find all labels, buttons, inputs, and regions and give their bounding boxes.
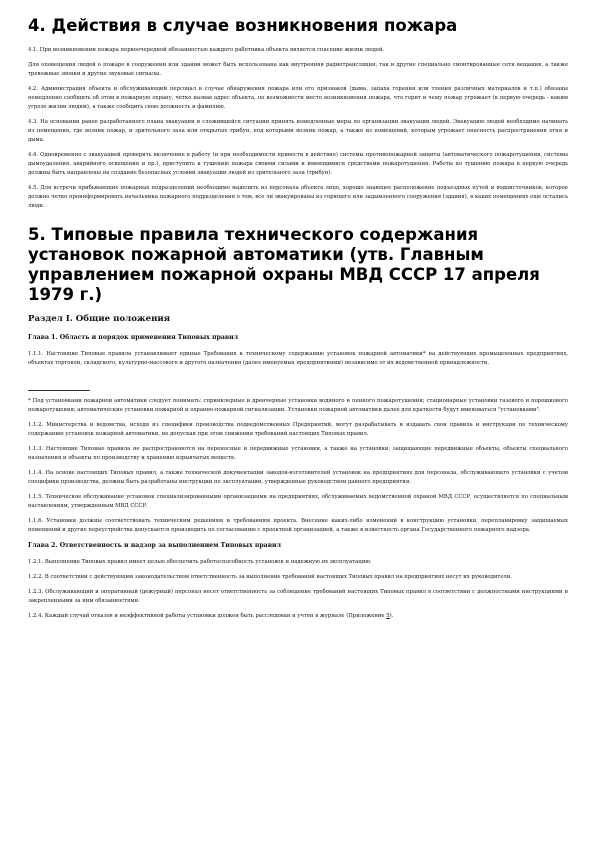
chapter1-body [28,350,568,368]
paragraph-text: 1.2.4. Каждый случай отказов и неэффективной работы установки должен быть расследован и учтен в журнале (Приложение [28,613,387,619]
section4-paragraph: 4.4. Одновременно с эвакуацией проверить включение в работу (и при необходимости привести в действие) системы противопожарной защиты (автоматического пожаротушения, системы дымоудаления, аварийного освещения и пр.), приступить к тушению пожара своими силами и имеющимися средствами пожаротушения. Работы по тушению пожара в первую очередь должны быть направлены на создание безопасных условий эвакуации людей из зрительного зала (трибун). [28,152,568,176]
section5-heading: 5. Типовые правила технического содержания установок пожарной автоматики (утв. Главным управлением пожарной охраны МВД СССР 17 апреля 1979 г.) [28,225,540,304]
footnote: * Под установками пожарной автоматики следует понимать: спринклерные и дренчерные установки водяного и пенного пожаротушения; стационарные установки газового и порошкового пожаротушения; автоматические установки пожарной и охранно-пожарной сигнализации. Установки пожарной автоматики далее для краткости будут именоваться "установками". [28,398,568,413]
section4-paragraph: 4.3. На основании ранее разработанного плана эвакуации и сложившейся ситуации принять немедленные меры по организации эвакуации людей. Эвакуацию людей необходимо начинать из помещения, где возник пожар, и зрительного зала или открытых трибун, под которыми возник пожар, а также из помещений, которым угрожает опасность распространения огня и дыма. [28,119,568,143]
chapter1-body-continued [28,421,568,535]
appendix-link[interactable]: 5 [386,613,390,619]
section4-paragraph: 4.1. При возникновении пожара первоочередной обязанностью каждого работника объекта является спасение жизни людей. [28,47,385,53]
chapter1-paragraph: 1.1.3. Настоящие Типовые правила не распространяются на переносные и передвижные установки, а также на установки, защищающие передвижные объекты, объекты специального назначения и объекты по производству и хранению взрывчатых веществ. [28,446,568,461]
chapter1-paragraph: 1.1.5. Техническое обслуживание установок специализированными организациями на предприятиях, обслуживаемых ведомственной охраной МВД СССР, осуществляется по специальным наставлениям, утвержденным МВД СССР. [28,494,568,509]
chapter1-heading: Глава 1. Область и порядок применения Типовых правил [28,334,239,341]
footnote-separator [28,390,90,391]
chapter2-paragraph: 1.2.1. Выполнение Типовых правил имеет целью обеспечить работоспособность установок и надежную их эксплуатацию. [28,559,372,565]
document-page [28,16,568,627]
chapter2-paragraph: 1.2.2. В соответствии с действующим законодательством ответственность за выполнение требований настоящих Типовых правил на предприятиях несут их руководители. [28,574,513,580]
part1-heading: Раздел I. Общие положения [28,314,171,324]
chapter1-paragraph: 1.1.1. Настоящие Типовые правила устанавливают единые Требования к техническому содержанию установок пожарной автоматики* на действующих промышленных предприятиях, объектах торговли, складского, культурно-массового и другого назначения (далее именуемых предприятиями) независимо от их ведомственной принадлежности. [28,351,568,366]
section4-heading: 4. Действия в случае возникновения пожара [28,16,458,35]
section4-paragraph: Для оповещения людей о пожаре в сооружении или здании может быть использована как внутренняя радиотрансляция, так и другие специально смонтированные сети вещания, а также тревожные звонки и другие звуковые сигналы. [28,62,568,77]
chapter1-paragraph: 1.1.6. Установки должны соответствовать техническим решениям и требованиям проекта. Внесение каких-либо изменений в конструкцию установки, перепланировку защищаемых помещений и другие переустройства допускается производить по согласованию с проектной организацией, а также в известность органа Государственного пожарного надзора. [28,518,568,533]
paragraph-1-2-4 [28,612,568,621]
chapter1-paragraph: 1.1.2. Министерства и ведомства, исходя из специфики производства подведомственных Предприятий, могут разрабатывать и издавать свои правила и инструкции по техническому содержанию установок пожарной автоматики, не допуская при этом снижения требований настоящих Типовых правил. [28,422,568,437]
chapter2-paragraph: 1.2.3. Обслуживающий и оперативный (дежурный) персонал несет ответственность за соблюдение требований настоящих Типовых правил в соответствии с должностными инструкциями и закрепленными за ним обязанностями. [28,589,568,604]
paragraph-tail: ). [389,613,394,619]
chapter2-body [28,558,568,606]
chapter1-paragraph: 1.1.4. На основе настоящих Типовых правил, а также технической документации заводов-изготовителей установок на предприятиях для персонала, обслуживающего установки с учетом специфики производства, должны быть разработаны инструкции по эксплуатации, утвержденные руководством данного предприятия. [28,470,568,485]
chapter2-heading: Глава 2. Ответственность и надзор за выполнением Типовых правил [28,542,281,549]
section4-body [28,46,568,211]
section4-paragraph: 4.2. Администрация объекта и обслуживающий персонал в случае обнаружения пожара или его признаков (дыма, запаха горения или тления различных материалов и т.п.) обязаны немедленно сообщить об этом в пожарную охрану, четко назвав адрес объекта, по возможности место возникновения пожара, что горит и чему пожар угрожает (в первую очередь - каким угрозе жизни людям), а также сообщить свою должность и фамилию. [28,86,568,110]
section4-paragraph: 4.5. Для встречи прибывающих пожарных подразделений необходимо выделить из персонала объекта лицо, хорошо знающее расположение подъездных путей и водоисточников, которое должно четко проинформировать начальника пожарного подразделения о том, все ли эвакуированы из горящего или задымленного сооружения (здания), в каких помещениях еще остались люди. [28,185,568,209]
